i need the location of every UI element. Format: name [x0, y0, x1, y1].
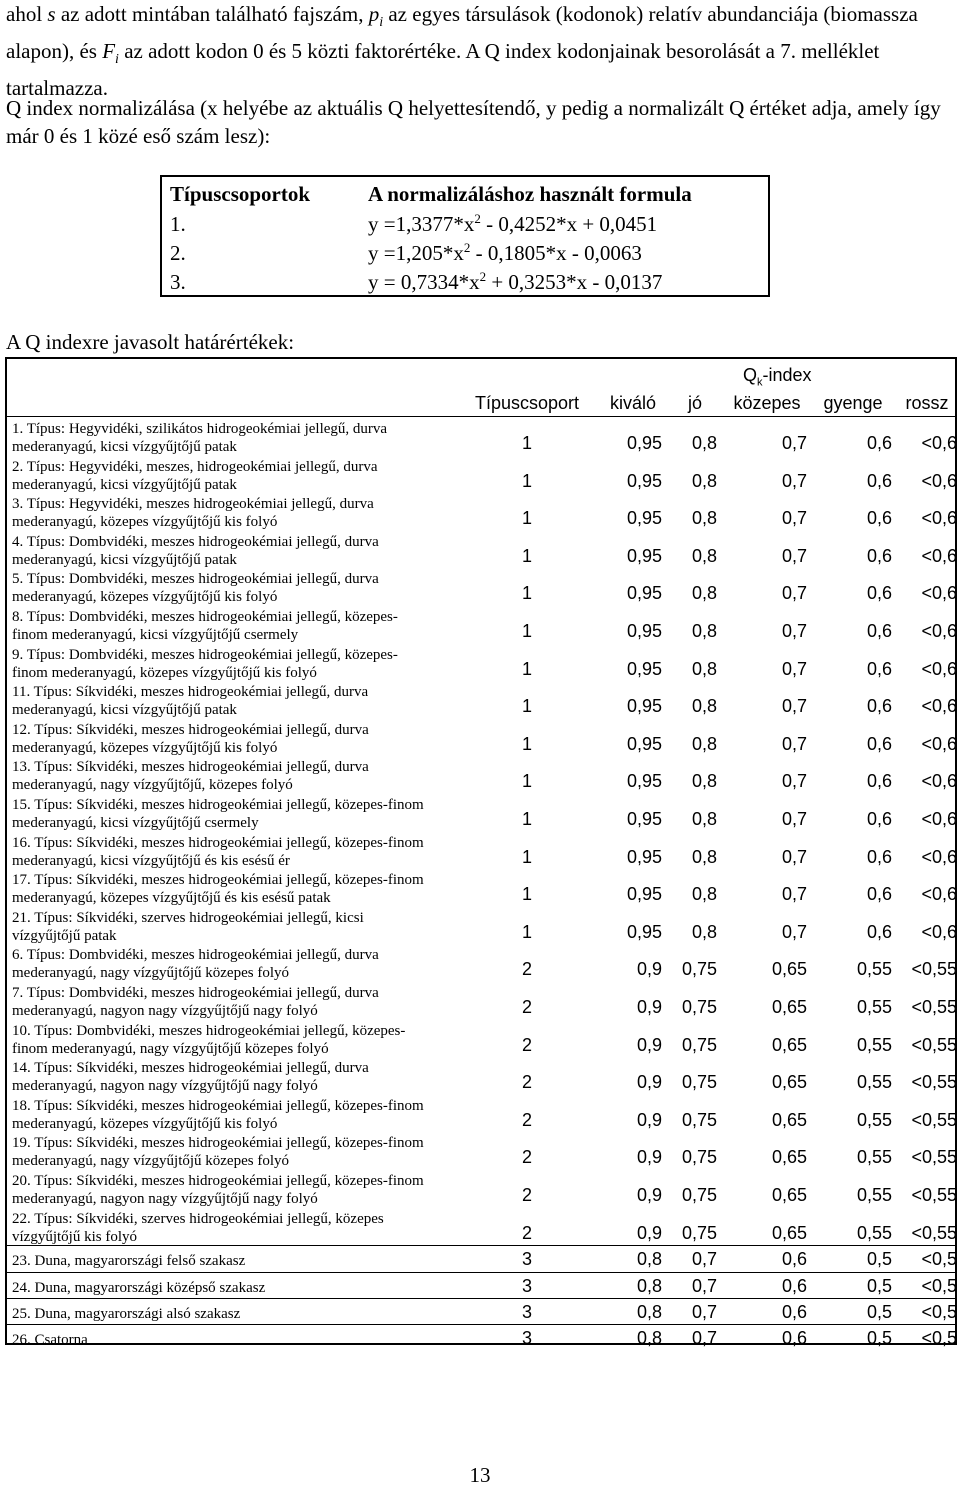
excellent-value: 0,95	[626, 809, 662, 829]
good-value: 0,75	[681, 1147, 717, 1168]
table-row	[7, 1273, 955, 1299]
excellent-value: 0,95	[626, 884, 662, 905]
good-value: 0,75	[681, 997, 717, 1017]
excellent-value: 0,9	[636, 1072, 662, 1093]
type-description: 15. Típus: Síkvidéki, meszes hidrogeokémiai jellegű, közepes-finom mederanyagú, kicsi vízgyűjtőjű csermely	[12, 797, 424, 831]
excellent-value: 0,95	[626, 470, 662, 491]
type-description: 23. Duna, magyarországi felső szakasz	[12, 1253, 246, 1270]
excellent-value: 0,9	[636, 1185, 662, 1205]
type-group-value: 2	[521, 997, 533, 1017]
type-description: 16. Típus: Síkvidéki, meszes hidrogeokémiai jellegű, közepes-finom mederanyagú, kicsi vízgyűjtőjű és kis esésű ér	[12, 834, 424, 869]
good-value: 0,75	[681, 1072, 717, 1093]
bad-value: <0,5	[921, 1249, 957, 1270]
excellent-value: 0,9	[636, 1109, 662, 1130]
good-value: 0,8	[691, 809, 717, 829]
moderate-value: 0,7	[781, 733, 807, 754]
moderate-value: 0,65	[771, 1222, 807, 1243]
moderate-value: 0,65	[771, 1109, 807, 1130]
good-value: 0,75	[681, 959, 717, 980]
formula-row	[162, 209, 768, 239]
excellent-value: 0,8	[636, 1249, 662, 1270]
type-group-value: 1	[521, 621, 533, 641]
good-value: 0,8	[691, 733, 717, 754]
good-value: 0,7	[691, 1249, 717, 1270]
type-description: 7. Típus: Dombvidéki, meszes hidrogeokémiai jellegű, durva mederanyagú, nagyon nagy vízgyűjtőjű nagy folyó	[12, 985, 379, 1019]
type-description: 26. Csatorna	[12, 1332, 88, 1349]
poor-value: 0,6	[866, 771, 892, 792]
poor-value: 0,6	[866, 545, 892, 566]
moderate-value: 0,7	[781, 921, 807, 942]
good-value: 0,8	[691, 545, 717, 566]
type-group-value: 3	[521, 1275, 533, 1296]
formula-group: 1.	[170, 212, 186, 236]
type-description: 22. Típus: Síkvidéki, szerves hidrogeokémiai jellegű, közepes vízgyűjtőjű kis folyó	[12, 1210, 384, 1245]
good-value: 0,8	[691, 771, 717, 792]
moderate-value: 0,7	[781, 658, 807, 679]
bad-value: <0,55	[911, 1147, 957, 1168]
type-group-value: 1	[521, 846, 533, 867]
header-bad: rossz	[905, 393, 949, 413]
excellent-value: 0,9	[636, 997, 662, 1017]
type-description: 9. Típus: Dombvidéki, meszes hidrogeokémiai jellegű, közepes-finom mederanyagú, közepes vízgyűjtőjű kis folyó	[12, 646, 398, 681]
good-value: 0,8	[691, 658, 717, 679]
bad-value: <0,6	[921, 470, 957, 491]
type-description: 12. Típus: Síkvidéki, meszes hidrogeokémiai jellegű, durva mederanyagú, közepes vízgyűjtőjű kis folyó	[12, 721, 369, 756]
header-good: jó	[687, 393, 703, 413]
moderate-value: 0,7	[781, 621, 807, 641]
poor-value: 0,55	[856, 1222, 892, 1243]
type-description: 21. Típus: Síkvidéki, szerves hidrogeokémiai jellegű, kicsi vízgyűjtőjű patak	[12, 909, 364, 944]
type-group-value: 2	[521, 1034, 533, 1055]
type-group-value: 3	[521, 1249, 533, 1270]
excellent-value: 0,95	[626, 621, 662, 641]
table-row	[7, 983, 955, 1021]
table-row	[7, 1171, 955, 1209]
type-description: 17. Típus: Síkvidéki, meszes hidrogeokémiai jellegű, közepes-finom mederanyagú, közepes vízgyűjtőjű és kis esésű patak	[12, 872, 424, 907]
bad-value: <0,6	[921, 921, 957, 942]
type-group-value: 1	[521, 545, 533, 566]
good-value: 0,75	[681, 1185, 717, 1205]
type-group-value: 1	[521, 696, 533, 717]
excellent-value: 0,9	[636, 959, 662, 980]
type-group-value: 2	[521, 1109, 533, 1130]
intro-paragraph: ahol s az adott mintában található fajszám, $p_i$ az egyes társulások (kodonok) relatív abundanciája (biomassza alapon), és $F_i$ az adott kodon 0 és 5 közti faktorértéke. A Q index kodonjainak besorolását a 7. melléklet tartalmazza.	[6, 2, 918, 101]
bad-value: <0,55	[911, 1072, 957, 1093]
normalization-paragraph: Q index normalizálása (x helyébe az aktuális Q helyettesítendő, y pedig a normalizált Q értéket adja, amely így már 0 és 1 közé eső szám lesz):	[6, 96, 941, 148]
moderate-value: 0,65	[771, 959, 807, 980]
threshold-table	[5, 357, 957, 1349]
type-group-value: 1	[521, 658, 533, 679]
type-description: 25. Duna, magyarországi alsó szakasz	[12, 1305, 241, 1322]
poor-value: 0,5	[866, 1301, 892, 1322]
bad-value: <0,5	[921, 1301, 957, 1322]
type-description: 5. Típus: Dombvidéki, meszes hidrogeokémiai jellegű, durva mederanyagú, közepes vízgyűjtőjű kis folyó	[12, 571, 379, 606]
good-value: 0,8	[691, 433, 717, 453]
formula-group: 3.	[170, 270, 186, 294]
excellent-value: 0,9	[636, 1222, 662, 1243]
good-value: 0,7	[691, 1328, 717, 1349]
moderate-value: 0,65	[771, 1072, 807, 1093]
table-row	[7, 720, 955, 758]
formula-group: 2.	[170, 241, 186, 265]
good-value: 0,7	[691, 1301, 717, 1322]
good-value: 0,8	[691, 846, 717, 867]
table-row	[7, 795, 955, 833]
type-description: 4. Típus: Dombvidéki, meszes hidrogeokémiai jellegű, durva mederanyagú, kicsi vízgyűjtőjű patak	[12, 533, 379, 568]
threshold-section-title: A Q indexre javasolt határértékek:	[6, 330, 295, 354]
moderate-value: 0,65	[771, 1147, 807, 1168]
poor-value: 0,6	[866, 733, 892, 754]
poor-value: 0,55	[856, 1109, 892, 1130]
bad-value: <0,5	[921, 1275, 957, 1296]
table-row	[7, 945, 955, 983]
moderate-value: 0,7	[781, 508, 807, 529]
type-description: 8. Típus: Dombvidéki, meszes hidrogeokémiai jellegű, közepes-finom mederanyagú, kicsi vízgyűjtőjű csermely	[12, 609, 398, 643]
table-row	[7, 1133, 955, 1171]
good-value: 0,8	[691, 921, 717, 942]
moderate-value: 0,6	[781, 1301, 807, 1322]
excellent-value: 0,95	[626, 583, 662, 604]
good-value: 0,75	[681, 1222, 717, 1243]
good-value: 0,8	[691, 621, 717, 641]
header-divider	[7, 416, 955, 417]
type-description: 13. Típus: Síkvidéki, meszes hidrogeokémiai jellegű, durva mederanyagú, nagy vízgyűjtőjű, közepes folyó	[12, 759, 369, 794]
table-row	[7, 1209, 955, 1247]
excellent-value: 0,8	[636, 1301, 662, 1322]
type-group-value: 2	[521, 959, 533, 980]
bad-value: <0,55	[911, 1222, 957, 1243]
type-description: 20. Típus: Síkvidéki, meszes hidrogeokémiai jellegű, közepes-finom mederanyagú, nagyon nagy vízgyűjtőjű nagy folyó	[12, 1173, 424, 1207]
type-group-value: 1	[521, 583, 533, 604]
type-group-value: 1	[521, 508, 533, 529]
moderate-value: 0,7	[781, 470, 807, 491]
type-group-value: 1	[521, 809, 533, 829]
excellent-value: 0,8	[636, 1275, 662, 1296]
poor-value: 0,6	[866, 846, 892, 867]
poor-value: 0,6	[866, 583, 892, 604]
type-group-value: 3	[521, 1301, 533, 1322]
poor-value: 0,6	[866, 508, 892, 529]
formula-table-header	[162, 179, 768, 209]
table-row	[7, 457, 955, 495]
poor-value: 0,6	[866, 809, 892, 829]
excellent-value: 0,95	[626, 846, 662, 867]
bad-value: <0,6	[921, 621, 957, 641]
header-excellent: kiváló	[609, 393, 657, 413]
type-group-value: 1	[521, 733, 533, 754]
poor-value: 0,6	[866, 696, 892, 717]
table-row	[7, 1021, 955, 1059]
type-group-value: 2	[521, 1185, 533, 1205]
bad-value: <0,6	[921, 696, 957, 717]
type-description: 6. Típus: Dombvidéki, meszes hidrogeokémiai jellegű, durva mederanyagú, nagy vízgyűjtőjű közepes folyó	[12, 947, 379, 982]
good-value: 0,75	[681, 1034, 717, 1055]
excellent-value: 0,95	[626, 545, 662, 566]
poor-value: 0,6	[866, 921, 892, 942]
formula-expression: $y =1,205*x^2 - 0,1805*x - 0,0063$	[368, 240, 642, 265]
table-row	[7, 569, 955, 607]
table-row	[7, 833, 955, 871]
header-type-groups: Típuscsoportok	[170, 182, 311, 206]
bad-value: <0,5	[921, 1328, 957, 1349]
poor-value: 0,5	[866, 1249, 892, 1270]
type-description: 19. Típus: Síkvidéki, meszes hidrogeokémiai jellegű, közepes-finom mederanyagú, nagy vízgyűjtőjű közepes folyó	[12, 1135, 424, 1170]
good-value: 0,8	[691, 583, 717, 604]
table-row	[7, 1299, 955, 1325]
bad-value: <0,6	[921, 658, 957, 679]
type-group-value: 2	[521, 1222, 533, 1243]
poor-value: 0,55	[856, 1072, 892, 1093]
moderate-value: 0,6	[781, 1328, 807, 1349]
excellent-value: 0,95	[626, 696, 662, 717]
poor-value: 0,55	[856, 1034, 892, 1055]
bad-value: <0,55	[911, 1034, 957, 1055]
table-row	[7, 1058, 955, 1096]
table-row	[7, 1325, 955, 1351]
table-row	[7, 870, 955, 908]
excellent-value: 0,95	[626, 921, 662, 942]
poor-value: 0,55	[856, 1185, 892, 1205]
table-row	[7, 1246, 955, 1272]
type-description: 18. Típus: Síkvidéki, meszes hidrogeokémiai jellegű, közepes-finom mederanyagú, közepes vízgyűjtőjű kis folyó	[12, 1097, 424, 1132]
type-description: 11. Típus: Síkvidéki, meszes hidrogeokémiai jellegű, durva mederanyagú, kicsi vízgyűjtőjű patak	[12, 684, 369, 719]
excellent-value: 0,95	[626, 733, 662, 754]
bad-value: <0,6	[921, 809, 957, 829]
bad-value: <0,6	[921, 545, 957, 566]
type-group-value: 1	[521, 771, 533, 792]
excellent-value: 0,95	[626, 658, 662, 679]
good-value: 0,8	[691, 884, 717, 905]
qk-index-label: $Q_k$-index	[743, 365, 812, 389]
bad-value: <0,55	[911, 1109, 957, 1130]
moderate-value: 0,7	[781, 583, 807, 604]
type-group-value: 1	[521, 921, 533, 942]
moderate-value: 0,7	[781, 433, 807, 453]
moderate-value: 0,7	[781, 545, 807, 566]
poor-value: 0,6	[866, 884, 892, 905]
good-value: 0,7	[691, 1275, 717, 1296]
header-type-group: Típuscsoport	[474, 393, 580, 413]
type-group-value: 1	[521, 433, 533, 453]
poor-value: 0,6	[866, 433, 892, 453]
poor-value: 0,55	[856, 1147, 892, 1168]
page-number: 13	[469, 1463, 491, 1487]
excellent-value: 0,8	[636, 1328, 662, 1349]
moderate-value: 0,7	[781, 771, 807, 792]
good-value: 0,8	[691, 470, 717, 491]
formula-row	[162, 267, 768, 297]
moderate-value: 0,65	[771, 1185, 807, 1205]
type-description: 2. Típus: Hegyvidéki, meszes, hidrogeokémiai jellegű, durva mederanyagú, kicsi vízgyűjtőjű patak	[12, 458, 378, 493]
bad-value: <0,6	[921, 508, 957, 529]
good-value: 0,8	[691, 696, 717, 717]
poor-value: 0,6	[866, 470, 892, 491]
formula-expression: $y =1,3377*x^2 - 0,4252*x + 0,0451$	[368, 211, 658, 236]
bad-value: <0,6	[921, 771, 957, 792]
bad-value: <0,6	[921, 733, 957, 754]
excellent-value: 0,9	[636, 1034, 662, 1055]
type-group-value: 2	[521, 1147, 533, 1168]
excellent-value: 0,9	[636, 1147, 662, 1168]
type-description: 24. Duna, magyarországi középső szakasz	[12, 1279, 266, 1296]
moderate-value: 0,7	[781, 846, 807, 867]
moderate-value: 0,7	[781, 884, 807, 905]
table-row	[7, 908, 955, 946]
excellent-value: 0,95	[626, 508, 662, 529]
type-group-value: 3	[521, 1328, 533, 1349]
header-poor: gyenge	[823, 393, 883, 413]
bad-value: <0,6	[921, 433, 957, 453]
type-group-value: 2	[521, 1072, 533, 1093]
type-group-value: 1	[521, 884, 533, 905]
bad-value: <0,6	[921, 583, 957, 604]
poor-value: 0,55	[856, 959, 892, 980]
formula-row	[162, 238, 768, 268]
moderate-value: 0,7	[781, 696, 807, 717]
table-row	[7, 645, 955, 683]
type-group-value: 1	[521, 470, 533, 491]
type-description: 3. Típus: Hegyvidéki, meszes hidrogeokémiai jellegű, durva mederanyagú, közepes vízgyűjtőjű kis folyó	[12, 496, 374, 531]
table-row	[7, 757, 955, 795]
normalization-formula-table	[160, 175, 770, 297]
formula-expression: $y = 0,7334*x^2 + 0,3253*x - 0,0137$	[368, 269, 663, 294]
bad-value: <0,55	[911, 959, 957, 980]
poor-value: 0,55	[856, 997, 892, 1017]
good-value: 0,75	[681, 1109, 717, 1130]
poor-value: 0,6	[866, 621, 892, 641]
bad-value: <0,6	[921, 884, 957, 905]
poor-value: 0,6	[866, 658, 892, 679]
table-row	[7, 1096, 955, 1134]
type-description: 1. Típus: Hegyvidéki, szilikátos hidrogeokémiai jellegű, durva mederanyagú, kicsi vízgyűjtőjű patak	[12, 421, 388, 455]
type-description: 14. Típus: Síkvidéki, meszes hidrogeokémiai jellegű, durva mederanyagú, nagyon nagy vízgyűjtőjű nagy folyó	[12, 1060, 369, 1095]
bad-value: <0,55	[911, 997, 957, 1017]
moderate-value: 0,6	[781, 1275, 807, 1296]
poor-value: 0,5	[866, 1275, 892, 1296]
table-row	[7, 682, 955, 720]
table-row	[7, 419, 955, 457]
moderate-value: 0,65	[771, 997, 807, 1017]
table-row	[7, 532, 955, 570]
bad-value: <0,55	[911, 1185, 957, 1205]
good-value: 0,8	[691, 508, 717, 529]
moderate-value: 0,7	[781, 809, 807, 829]
poor-value: 0,5	[866, 1328, 892, 1349]
excellent-value: 0,95	[626, 433, 662, 453]
table-row	[7, 494, 955, 532]
bad-value: <0,6	[921, 846, 957, 867]
header-moderate: közepes	[733, 393, 801, 413]
excellent-value: 0,95	[626, 771, 662, 792]
header-formula: A normalizáláshoz használt formula	[368, 182, 692, 206]
moderate-value: 0,65	[771, 1034, 807, 1055]
moderate-value: 0,6	[781, 1249, 807, 1270]
table-row	[7, 607, 955, 645]
type-description: 10. Típus: Dombvidéki, meszes hidrogeokémiai jellegű, közepes-finom mederanyagú, nagy vízgyűjtőjű közepes folyó	[12, 1022, 406, 1057]
